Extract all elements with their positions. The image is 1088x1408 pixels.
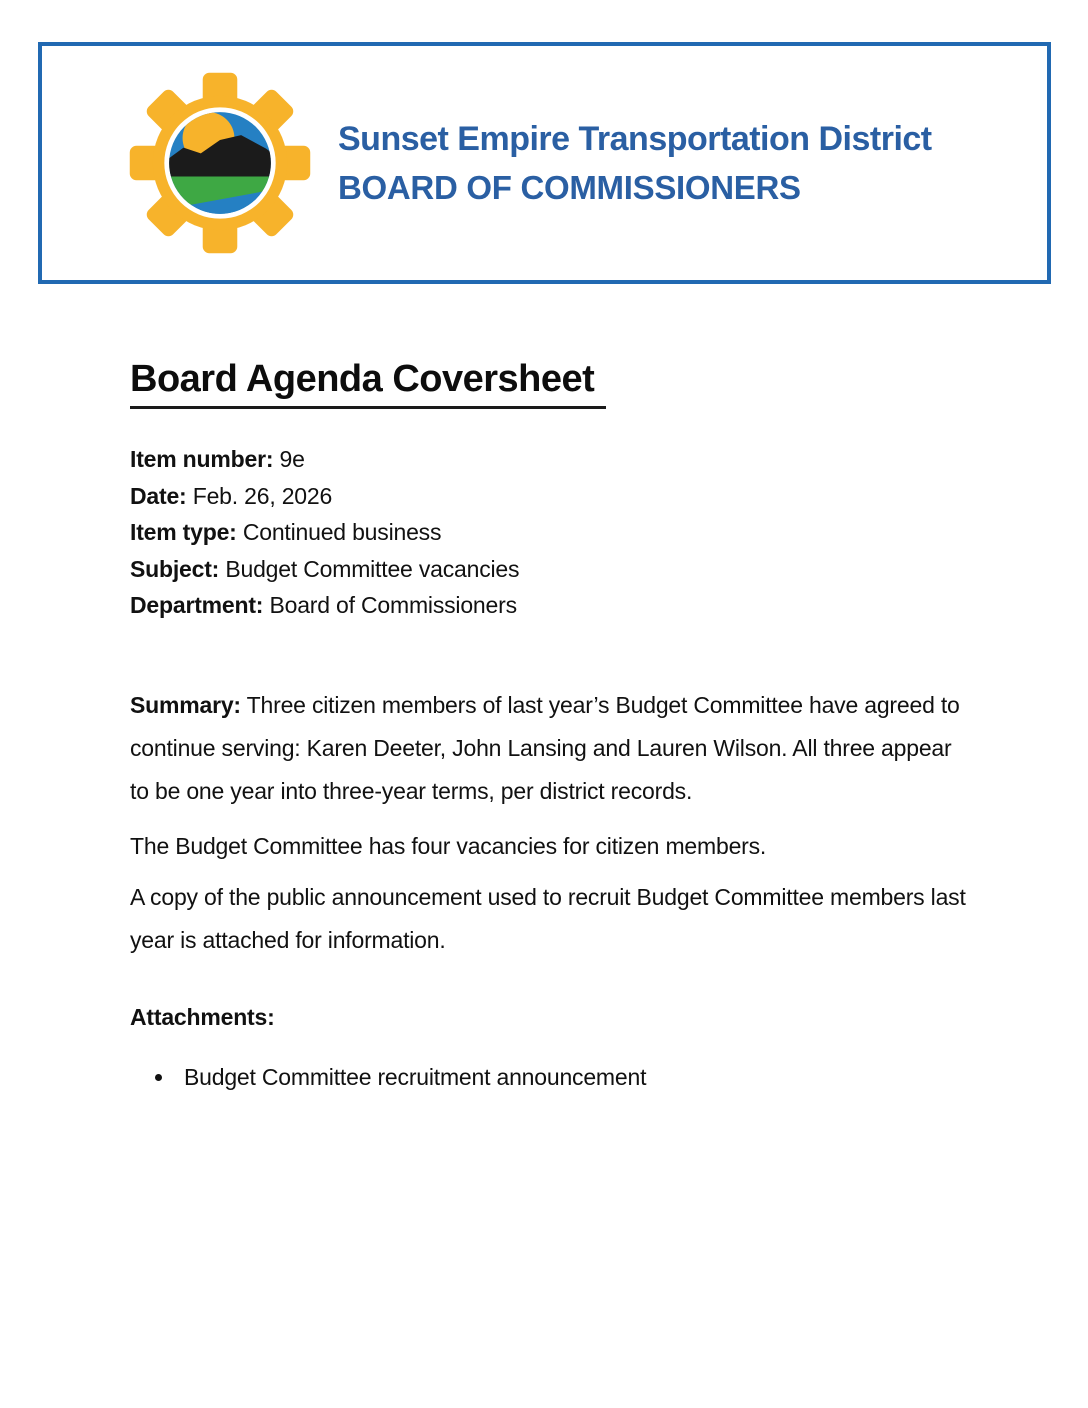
field-value: Budget Committee vacancies	[225, 555, 520, 582]
org-name: Sunset Empire Transportation District	[338, 119, 932, 158]
field-row-department	[130, 587, 970, 624]
attachments-list	[130, 1061, 970, 1093]
page-title: Board Agenda Coversheet	[130, 358, 606, 409]
field-row-date	[130, 478, 970, 515]
vacancies-paragraph: The Budget Committee has four vacancies for citizen members.	[130, 832, 767, 859]
field-row-item-type	[130, 514, 970, 551]
org-subtitle: BOARD OF COMMISSIONERS	[338, 168, 801, 206]
district-logo-icon	[116, 67, 324, 259]
field-list	[130, 441, 970, 624]
field-value: Feb. 26, 2026	[192, 482, 333, 509]
summary-text: Three citizen members of last year’s Budget Committee have agreed to continue serving: Karen Deeter, John Lansing and Lauren Wilson. All three appear to be one year into three-year terms, per district records.	[130, 691, 960, 804]
attachments-heading: Attachments:	[130, 1003, 275, 1030]
field-value: Continued business	[242, 519, 442, 545]
announcement-paragraph: A copy of the public announcement used to recruit Budget Committee members last year is attached for information.	[130, 883, 966, 953]
header-text-block	[338, 120, 932, 207]
field-label: Subject:	[130, 555, 220, 582]
document-body	[130, 358, 970, 1093]
field-row-subject	[130, 551, 970, 588]
field-row-item-number	[130, 441, 970, 478]
field-label: Item type:	[130, 519, 237, 545]
field-value: Board of Commissioners	[269, 592, 517, 618]
field-label: Date:	[130, 482, 187, 509]
header-banner	[38, 42, 1051, 284]
summary-label: Summary:	[130, 691, 241, 718]
field-value: 9e	[279, 446, 305, 472]
attachment-item: • Budget Committee recruitment announcement	[176, 1061, 970, 1093]
field-label: Department:	[130, 592, 264, 618]
field-label: Item number:	[130, 446, 274, 472]
summary-paragraph	[130, 684, 970, 813]
